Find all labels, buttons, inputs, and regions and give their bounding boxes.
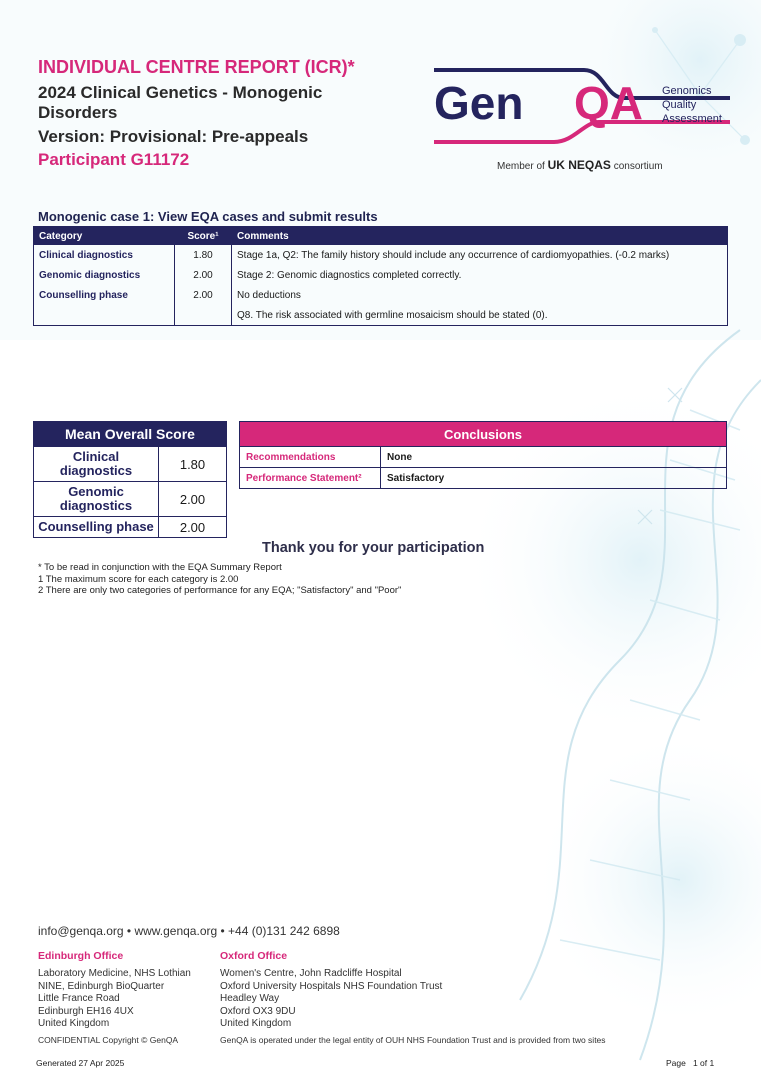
table-row: [240, 447, 727, 468]
comment-cell: Stage 1a, Q2: The family history should include any occurrence of cardiomyopathies. (-0.2 marks): [237, 249, 670, 261]
address-line: Women's Centre, John Radcliffe Hospital: [220, 968, 402, 979]
conclusions-table: [239, 421, 727, 489]
address-line: Oxford University Hospitals NHS Foundation Trust: [220, 980, 443, 992]
mean-score-value: 2.00: [159, 482, 227, 517]
conclusions-title: Conclusions: [240, 422, 727, 447]
footnote: 1 The maximum score for each category is 2.00: [38, 573, 239, 585]
footnote: * To be read in conjunction with the EQA Summary Report: [38, 562, 282, 573]
mean-score-value: 1.80: [159, 447, 227, 482]
category-cell: Counselling phase: [34, 285, 175, 305]
address-line: Laboratory Medicine, NHS Lothian: [38, 968, 191, 979]
table-row: [34, 245, 728, 265]
address-line: Oxford OX3 9DU: [220, 1005, 296, 1017]
table-row: [34, 305, 728, 326]
page-number: Page 1 of 1: [666, 1058, 715, 1068]
score-cell: [175, 305, 232, 326]
conclusion-value: Satisfactory: [381, 468, 727, 489]
conclusion-label: Performance Statement²: [240, 468, 381, 489]
mean-overall-score-table: [33, 421, 227, 538]
table-row: [34, 517, 227, 538]
address-line: NINE, Edinburgh BioQuarter: [38, 980, 165, 992]
address-line: United Kingdom: [38, 1018, 110, 1029]
confidential-notice: CONFIDENTIAL Copyright © GenQA: [38, 1035, 179, 1045]
address-line: Edinburgh EH16 4UX: [38, 1005, 134, 1017]
oxford-office: [220, 950, 442, 1031]
mean-score-label: Counselling phase: [34, 517, 159, 538]
comment-cell: Stage 2: Genomic diagnostics completed correctly.: [237, 269, 462, 281]
participant-id: Participant G11172: [38, 150, 190, 169]
mean-score-label: Genomic diagnostics: [34, 482, 159, 517]
table-row: [34, 447, 227, 482]
case-section-title: Monogenic case 1: View EQA cases and submit results: [38, 209, 378, 224]
mean-score-title: Mean Overall Score: [34, 422, 227, 447]
category-cell: Genomic diagnostics: [34, 265, 175, 285]
score-cell: 2.00: [175, 285, 232, 305]
category-cell: Clinical diagnostics: [34, 245, 175, 265]
report-title: INDIVIDUAL CENTRE REPORT (ICR)*: [38, 57, 355, 77]
generated-date: Generated 27 Apr 2025: [36, 1058, 125, 1068]
logo-tagline-3: Assessment: [662, 113, 722, 125]
table-row: [34, 285, 728, 305]
column-header-comments: Comments: [232, 227, 728, 246]
mean-score-value: 2.00: [159, 517, 227, 538]
table-row: [240, 468, 727, 489]
column-header-category: Category: [34, 227, 175, 246]
score-cell: 1.80: [175, 245, 232, 265]
operated-by-notice: GenQA is operated under the legal entity of OUH NHS Foundation Trust and is provided from two sites: [220, 1035, 606, 1045]
thank-you-message: Thank you for your participation: [262, 540, 485, 556]
table-row: [34, 482, 227, 517]
comment-cell: No deductions: [237, 289, 301, 301]
score-cell: 2.00: [175, 265, 232, 285]
scheme-title: 2024 Clinical Genetics - Monogenic Disorders: [38, 83, 323, 122]
conclusion-value: None: [381, 447, 727, 468]
consortium-membership: Member of UK NEQAS consortium: [497, 158, 663, 172]
address-line: Headley Way: [220, 993, 280, 1004]
contact-line: info@genqa.org • www.genqa.org • +44 (0)131 242 6898: [38, 924, 340, 938]
footnote: 2 There are only two categories of performance for any EQA; "Satisfactory" and "Poor": [38, 585, 402, 596]
logo-qa-text: QA: [574, 77, 643, 129]
table-row: [34, 265, 728, 285]
mean-score-label: Clinical diagnostics: [34, 447, 159, 482]
report-version: Version: Provisional: Pre-appeals: [38, 127, 309, 146]
category-cell: [34, 305, 175, 326]
address-line: Little France Road: [38, 993, 120, 1004]
office-title: Edinburgh Office: [38, 950, 124, 962]
logo-tagline-1: Genomics: [662, 85, 712, 97]
logo-gen-text: Gen: [434, 77, 524, 129]
address-line: United Kingdom: [220, 1018, 292, 1029]
footnotes: [38, 562, 401, 597]
conclusion-label: Recommendations: [240, 447, 381, 468]
column-header-score: Score¹: [175, 227, 232, 246]
logo-tagline-2: Quality: [662, 99, 697, 111]
comment-cell: Q8. The risk associated with germline mosaicism should be stated (0).: [237, 309, 548, 321]
case-results-table: [33, 226, 728, 326]
office-title: Oxford Office: [220, 950, 288, 962]
genqa-logo: [434, 64, 730, 170]
edinburgh-office: [38, 950, 191, 1031]
